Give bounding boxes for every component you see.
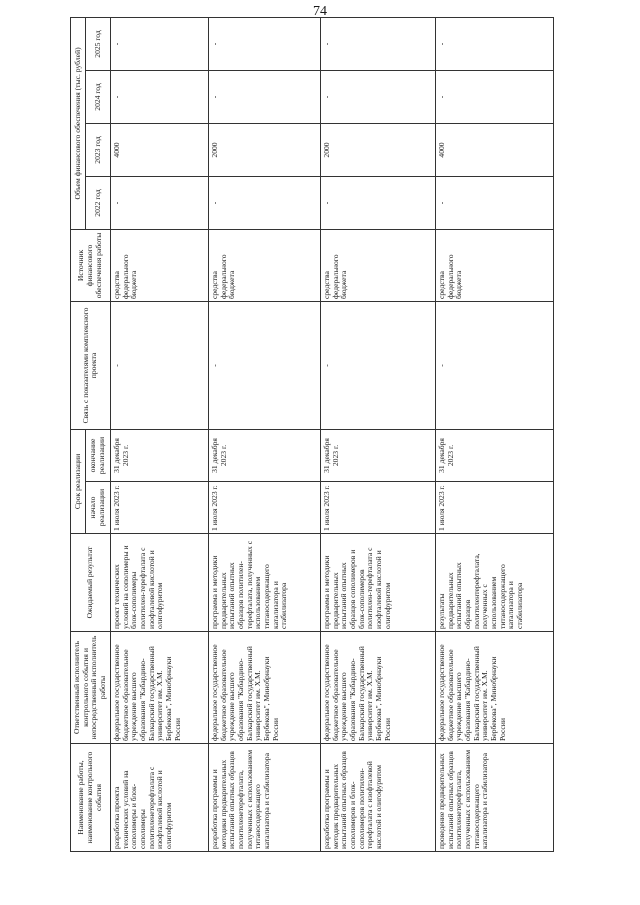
header-result: Ожидаемый результат [71, 534, 111, 632]
cell-2025: - [320, 17, 435, 70]
cell-link: - [110, 301, 208, 429]
header-link: Связь с показателями комплексного проекта [71, 301, 111, 429]
table-row [320, 17, 435, 851]
header-2022: 2022 год [86, 176, 111, 229]
cell-2022: - [320, 176, 435, 229]
table-area [70, 18, 640, 849]
cell-2022: - [435, 176, 553, 229]
work-plan-table [70, 17, 554, 852]
cell-source: средства федерального бюджета [320, 229, 435, 301]
cell-2024: - [320, 70, 435, 123]
cell-result: проект технических условий на сополимеры и блок-сополимеры политилен-терефталата с изофталевой кислотой и олигофуритом [110, 534, 208, 632]
cell-link: - [435, 301, 553, 429]
cell-2023: 2000 [320, 123, 435, 176]
page-number: 74 [313, 4, 327, 19]
header-term-group: Срок реализации [71, 429, 86, 533]
header-2024: 2024 год [86, 70, 111, 123]
table-row [110, 17, 208, 851]
cell-executor: федеральное государственное бюджетное образовательное учреждение высшего образования "Кабардино-Балкарский государственный университет им. Х.М. Бербекова", Минобрнауки России [110, 632, 208, 744]
cell-2025: - [435, 17, 553, 70]
cell-result: программа и методики предварительных испытаний опытных образцов сополимеров и блок-сополимеров политилен-терефталата с изофталевой кислотой и олигофуритом [320, 534, 435, 632]
cell-2023: 4000 [110, 123, 208, 176]
cell-2023: 4000 [435, 123, 553, 176]
header-2025: 2025 год [86, 17, 111, 70]
cell-executor: федеральное государственное бюджетное образовательное учреждение высшего образования "Кабардино-Балкарский государственный университет им. Х.М. Бербекова", Минобрнауки России [208, 632, 320, 744]
cell-result: результаты предварительных испытаний опытных образцов политилентерефталата, полученных с использованием титаносодержащего катализатора и стабилизатора [435, 534, 553, 632]
cell-link: - [208, 301, 320, 429]
header-2023: 2023 год [86, 123, 111, 176]
cell-2024: - [110, 70, 208, 123]
cell-link: - [320, 301, 435, 429]
cell-source: средства федерального бюджета [435, 229, 553, 301]
header-term-end: окончание реализации [86, 429, 111, 481]
cell-work-name: разработка программы и методик предварительных испытаний опытных образцов сополимеров и блок-сополимеров политилен-терефталата с изофталевой кислотой и олигофуритом [320, 744, 435, 852]
cell-2024: - [208, 70, 320, 123]
cell-2025: - [208, 17, 320, 70]
cell-source: средства федерального бюджета [208, 229, 320, 301]
cell-work-name: разработка проекта технических условий на сополимеры и блок-сополимеры политиленетерефталата с изофталевой кислотой и олигофуритом [110, 744, 208, 852]
cell-2025: - [110, 17, 208, 70]
header-term-start: начало реализации [86, 482, 111, 534]
header-finance-group: Объем финансового обеспечения (тыс. рублей) [71, 17, 86, 229]
cell-end: 31 декабря 2023 г. [208, 429, 320, 481]
cell-start: 1 июля 2023 г. [110, 482, 208, 534]
cell-executor: федеральное государственное бюджетное образовательное учреждение высшего образования "Кабардино-Балкарский государственный университет им. Х.М. Бербекова", Минобрнауки России [435, 632, 553, 744]
cell-work-name: разработка программы и методики предварительных испытаний опытных образцов политиленетерефталата, полученных с использованием титаносодержащего катализатора и стабилизатора [208, 744, 320, 852]
cell-2022: - [208, 176, 320, 229]
cell-result: программа и методики предварительных испытаний опытных образцов политилен-терефталата, полученных с использованием титаносодержащего катализатора и стабилизатора [208, 534, 320, 632]
cell-work-name: проведение предварительных испытаний опытных образцов политиленетерефталата, полученных с использованием титаносодержащего катализатора и стабилизатора [435, 744, 553, 852]
header-executor: Ответственный исполнитель контрольного события и непосредственный исполнитель работы [71, 632, 111, 744]
header-work-name: Наименование работы, наименование контрольного события [71, 744, 111, 852]
cell-end: 31 декабря 2023 г. [110, 429, 208, 481]
cell-start: 1 июля 2023 г. [208, 482, 320, 534]
cell-executor: федеральное государственное бюджетное образовательное учреждение высшего образования "Кабардино-Балкарский государственный университет им. Х.М. Бербекова", Минобрнауки России [320, 632, 435, 744]
header-source: Источник финансового обеспечения работы [71, 229, 111, 301]
table-row [208, 17, 320, 851]
cell-2024: - [435, 70, 553, 123]
cell-source: средства федерального бюджета [110, 229, 208, 301]
cell-2023: 2000 [208, 123, 320, 176]
cell-end: 31 декабря 2023 г. [320, 429, 435, 481]
cell-start: 1 июля 2023 г. [435, 482, 553, 534]
cell-start: 1 июля 2023 г. [320, 482, 435, 534]
cell-2022: - [110, 176, 208, 229]
cell-end: 31 декабря 2023 г. [435, 429, 553, 481]
table-row [435, 17, 553, 851]
